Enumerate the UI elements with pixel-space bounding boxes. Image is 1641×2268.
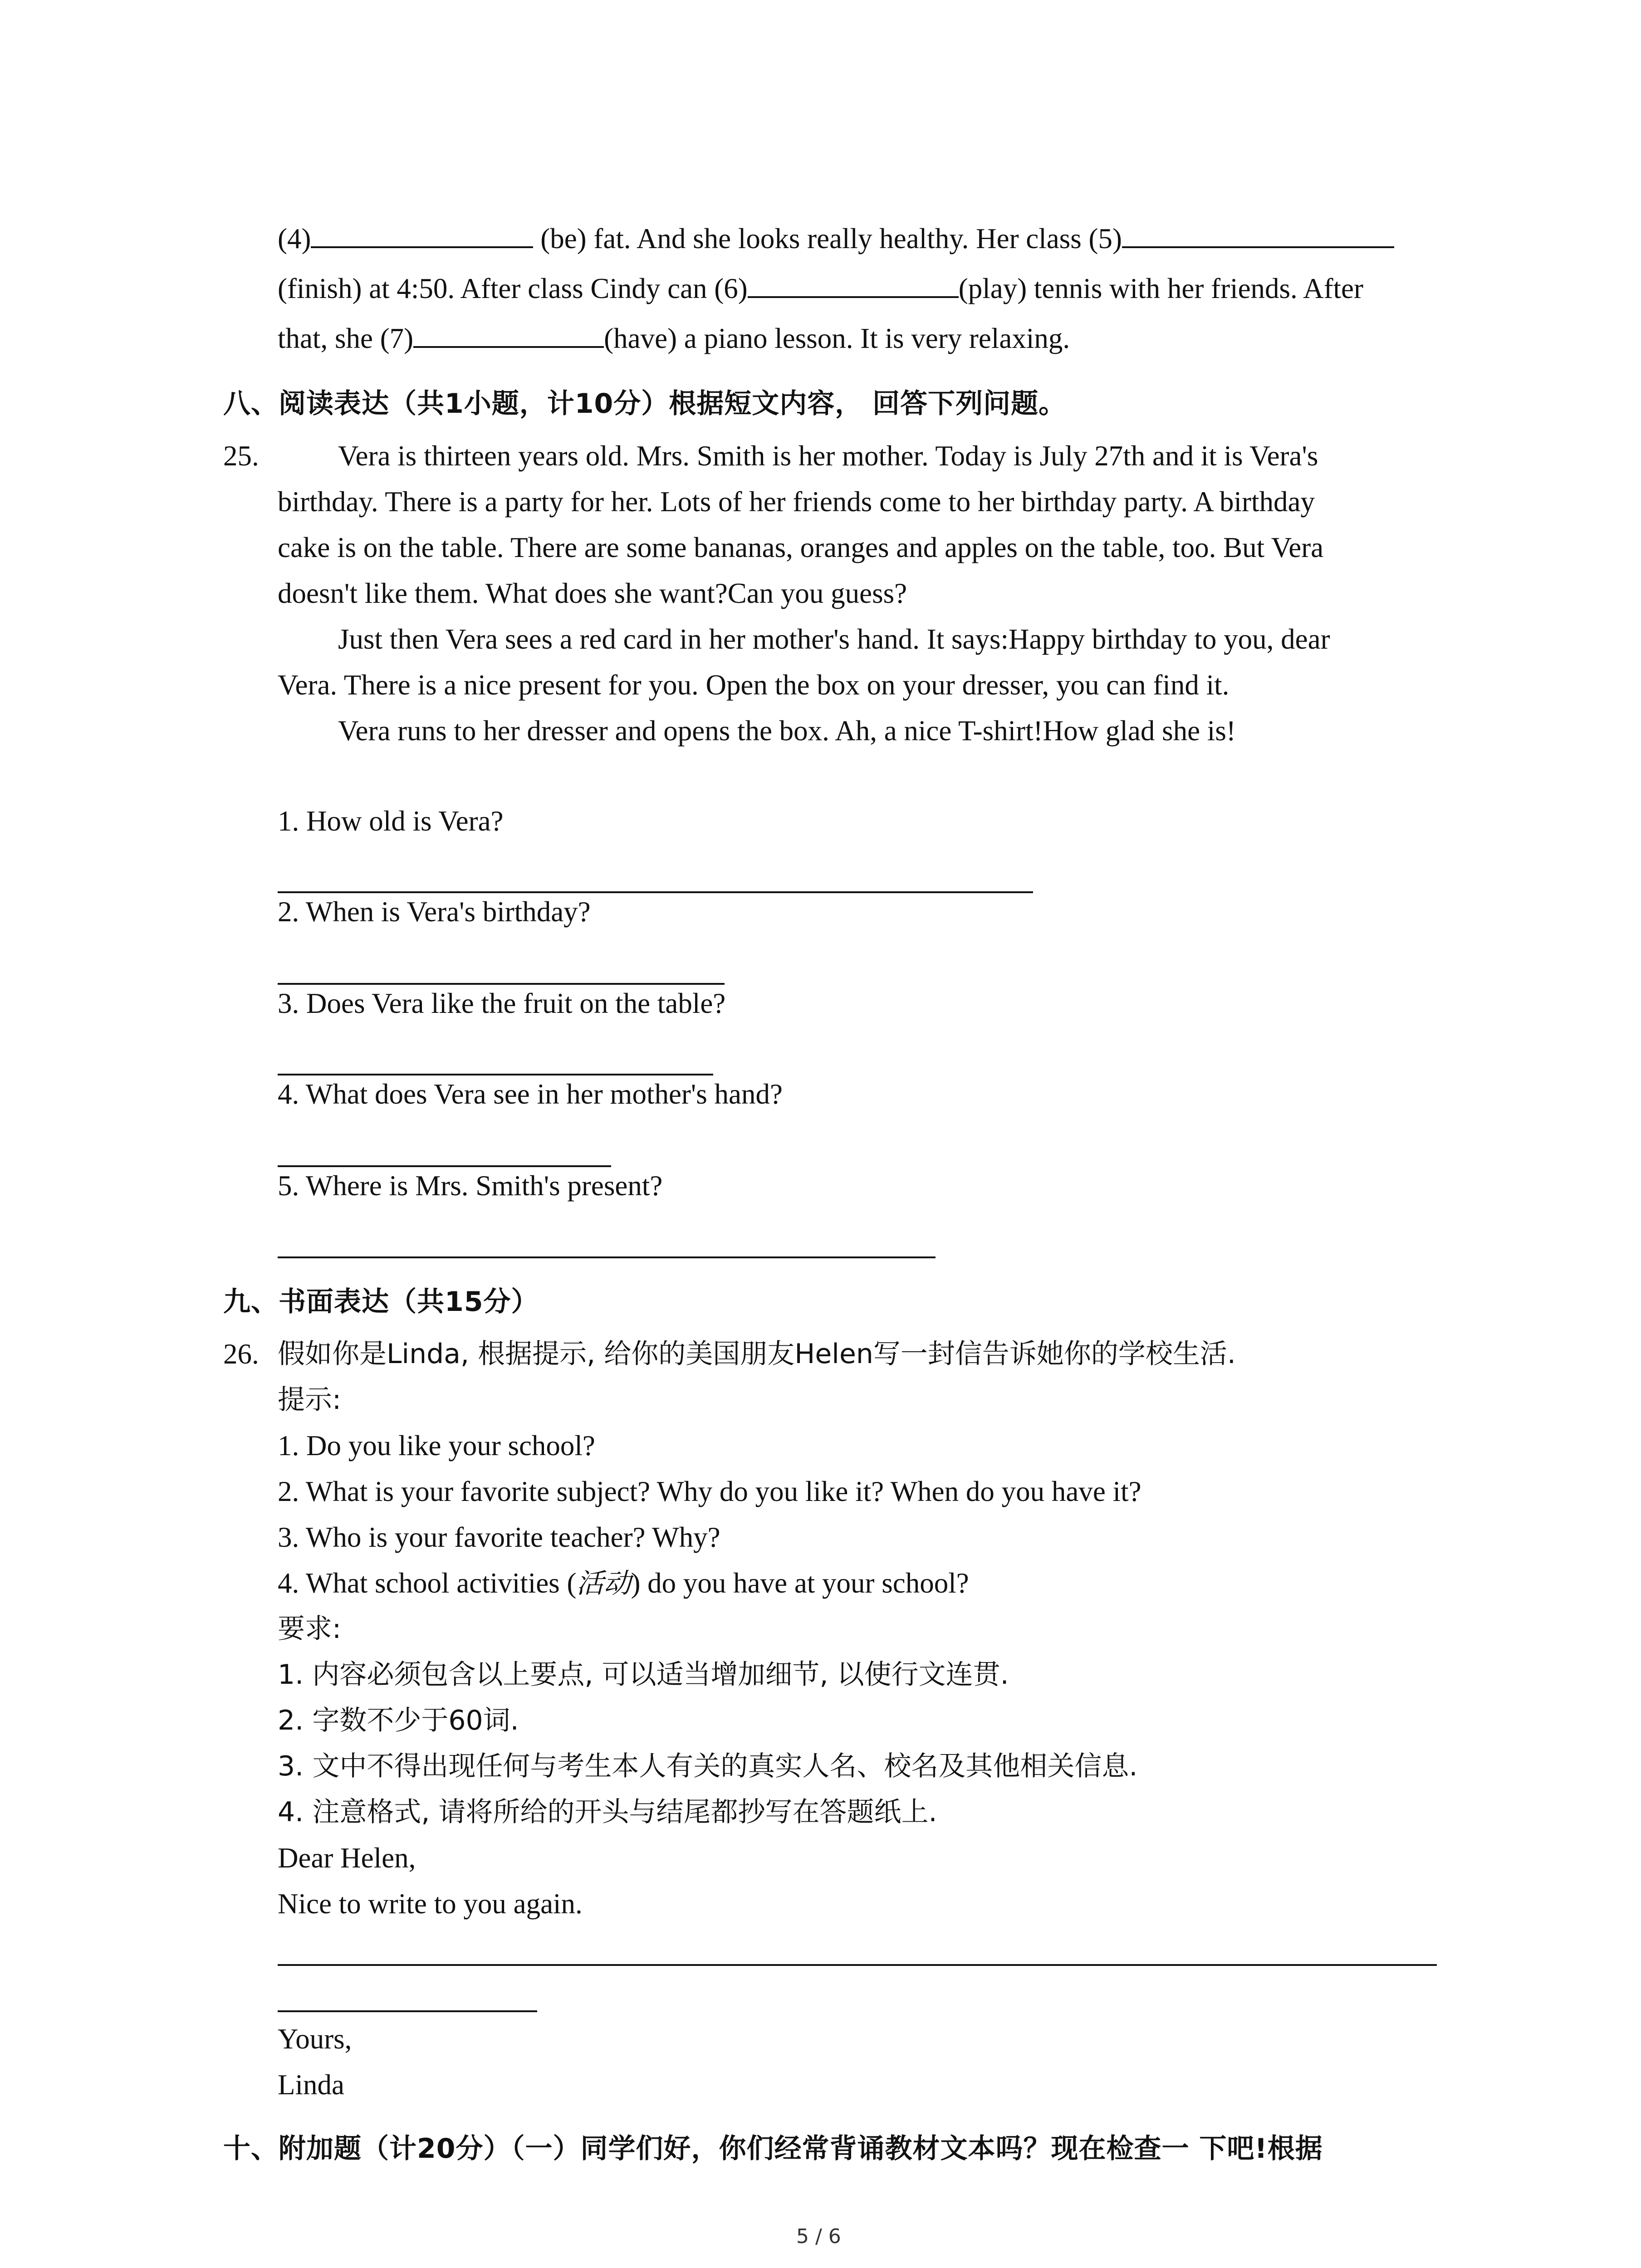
letter-closing: Yours,: [278, 2023, 352, 2055]
question-number: 25.: [223, 440, 259, 472]
writing-line-1[interactable]: [278, 1964, 1437, 1966]
question-2: 2. When is Vera's birthday?: [278, 896, 591, 928]
blank-6[interactable]: [748, 270, 959, 298]
letter-signature: Linda: [278, 2069, 344, 2101]
requirement-4: 4. 注意格式, 请将所给的开头与结尾都抄写在答题纸上.: [278, 1796, 937, 1828]
writing-line-2[interactable]: [278, 2010, 537, 2012]
hint-4-chinese: 活动: [576, 1568, 631, 1599]
hint-4-text: ) do you have at your school?: [631, 1567, 969, 1599]
requirement-2: 2. 字数不少于60词.: [278, 1705, 519, 1736]
cloze-text: (4): [278, 223, 311, 254]
hint-label: 提示:: [278, 1384, 342, 1416]
question-5: 5. Where is Mrs. Smith's present?: [278, 1170, 663, 1202]
cloze-line-3: [278, 320, 1070, 357]
question-26-number: 26.: [223, 1338, 259, 1370]
hint-4-text: 4. What school activities (: [278, 1567, 577, 1599]
requirement-1: 1. 内容必须包含以上要点, 可以适当增加细节, 以使行文连贯.: [278, 1659, 1009, 1691]
writing-prompt: 假如你是Linda, 根据提示, 给你的美国朋友Helen写一封信告诉她你的学校生活.: [278, 1338, 1236, 1370]
section-8-heading: 八、阅读表达（共1小题，计10分）根据短文内容， 回答下列问题。: [223, 388, 1067, 420]
cloze-text: (have) a piano lesson. It is very relaxing.: [604, 323, 1070, 354]
question-3: 3. Does Vera like the fruit on the table?: [278, 987, 726, 1019]
blank-7[interactable]: [413, 320, 604, 348]
cloze-line-2: [278, 270, 1363, 307]
question-4: 4. What does Vera see in her mother's hand?: [278, 1078, 783, 1110]
passage-line: birthday. There is a party for her. Lots of her friends come to her birthday party. A birthday: [278, 486, 1315, 518]
cloze-text: (play) tennis with her friends. After: [958, 273, 1363, 304]
hint-2: 2. What is your favorite subject? Why do you like it? When do you have it?: [278, 1476, 1141, 1507]
passage-line: [223, 438, 337, 474]
blank-4[interactable]: [311, 220, 533, 248]
passage-line: Vera runs to her dresser and opens the box. Ah, a nice T-shirt!How glad she is!: [338, 715, 1236, 747]
page-number: 5 / 6: [796, 2225, 841, 2248]
answer-line-3[interactable]: [278, 1074, 713, 1075]
section-10-heading: 十、附加题（计20分）（一）同学们好，你们经常背诵教材文本吗？现在检查一 下吧!根据: [223, 2133, 1323, 2165]
answer-line-4[interactable]: [278, 1165, 611, 1167]
cloze-text: (be) fat. And she looks really healthy. Her class (5): [533, 223, 1122, 254]
letter-greeting: Dear Helen,: [278, 1842, 416, 1874]
passage-line: cake is on the table. There are some bananas, oranges and apples on the table, too. But Vera: [278, 532, 1324, 563]
section-9-heading: 九、书面表达（共15分）: [223, 1286, 539, 1318]
passage-line: doesn't like them. What does she want?Can you guess?: [278, 577, 907, 609]
cloze-line-1: [278, 220, 1394, 257]
answer-line-2[interactable]: [278, 983, 725, 985]
passage-line: Just then Vera sees a red card in her mother's hand. It says:Happy birthday to you, dear: [338, 623, 1330, 655]
hint-4: [278, 1565, 969, 1602]
requirement-3: 3. 文中不得出现任何与考生本人有关的真实人名、校名及其他相关信息.: [278, 1750, 1138, 1782]
answer-line-1[interactable]: [278, 891, 1033, 893]
passage-line: Vera. There is a nice present for you. Open the box on your dresser, you can find it.: [278, 669, 1230, 701]
blank-5[interactable]: [1122, 220, 1394, 248]
cloze-text: (finish) at 4:50. After class Cindy can (6): [278, 273, 748, 304]
question-1: 1. How old is Vera?: [278, 805, 504, 837]
hint-3: 3. Who is your favorite teacher? Why?: [278, 1521, 720, 1553]
answer-line-5[interactable]: [278, 1256, 936, 1258]
passage-line: Vera is thirteen years old. Mrs. Smith is her mother. Today is July 27th and it is Vera's: [338, 440, 1318, 472]
cloze-text: that, she (7): [278, 323, 414, 354]
letter-opening: Nice to write to you again.: [278, 1888, 583, 1920]
hint-1: 1. Do you like your school?: [278, 1430, 595, 1461]
requirements-label: 要求:: [278, 1613, 342, 1645]
